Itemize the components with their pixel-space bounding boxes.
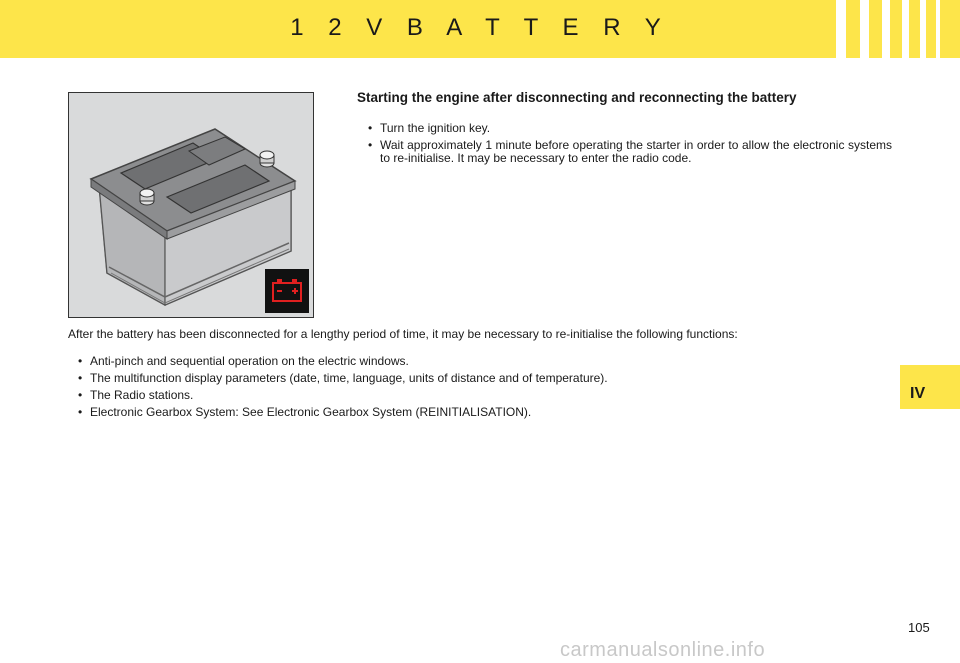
list-item xyxy=(78,406,878,419)
list-item-text: Wait approximately 1 minute before operating the starter in order to allow the electronic systems to re-initialise. It may be necessary to enter the radio code. xyxy=(380,138,892,165)
reinitialise-functions-list xyxy=(78,355,878,423)
list-item xyxy=(78,355,878,368)
battery-warning-icon xyxy=(265,269,309,313)
list-item xyxy=(368,122,892,135)
chapter-number: IV xyxy=(910,385,926,402)
list-item-text: Turn the ignition key. xyxy=(380,121,491,135)
list-item xyxy=(78,372,878,385)
bullet: • xyxy=(78,354,83,368)
bullet: • xyxy=(78,388,83,402)
list-item-text: Anti-pinch and sequential operation on the electric windows. xyxy=(90,354,409,368)
header-stripe xyxy=(882,0,890,58)
list-item xyxy=(368,139,892,165)
page-header xyxy=(0,0,960,58)
list-item-text: Electronic Gearbox System: See Electronic Gearbox System (REINITIALISATION). xyxy=(90,405,532,419)
page-title: 1 2 V B A T T E R Y xyxy=(290,14,670,41)
header-stripe xyxy=(936,0,940,58)
startup-steps-list xyxy=(368,122,892,169)
header-stripe xyxy=(860,0,869,58)
bullet: • xyxy=(78,371,83,385)
battery-illustration xyxy=(68,92,314,318)
watermark: carmanualsonline.info xyxy=(560,639,766,661)
header-stripe xyxy=(902,0,909,58)
header-stripe xyxy=(836,0,846,58)
chapter-tab xyxy=(900,365,960,409)
bullet: • xyxy=(368,138,373,152)
section-heading: Starting the engine after disconnecting and reconnecting the battery xyxy=(357,90,797,105)
bullet: • xyxy=(78,405,83,419)
list-item-text: The multifunction display parameters (date, time, language, units of distance and of temperature). xyxy=(90,371,608,385)
intro-paragraph: After the battery has been disconnected for a lengthy period of time, it may be necessary to re-initialise the following functions: xyxy=(68,327,738,341)
page-number: 105 xyxy=(908,620,930,635)
list-item-text: The Radio stations. xyxy=(90,388,194,402)
bullet: • xyxy=(368,121,373,135)
list-item xyxy=(78,389,878,402)
header-stripe xyxy=(920,0,926,58)
